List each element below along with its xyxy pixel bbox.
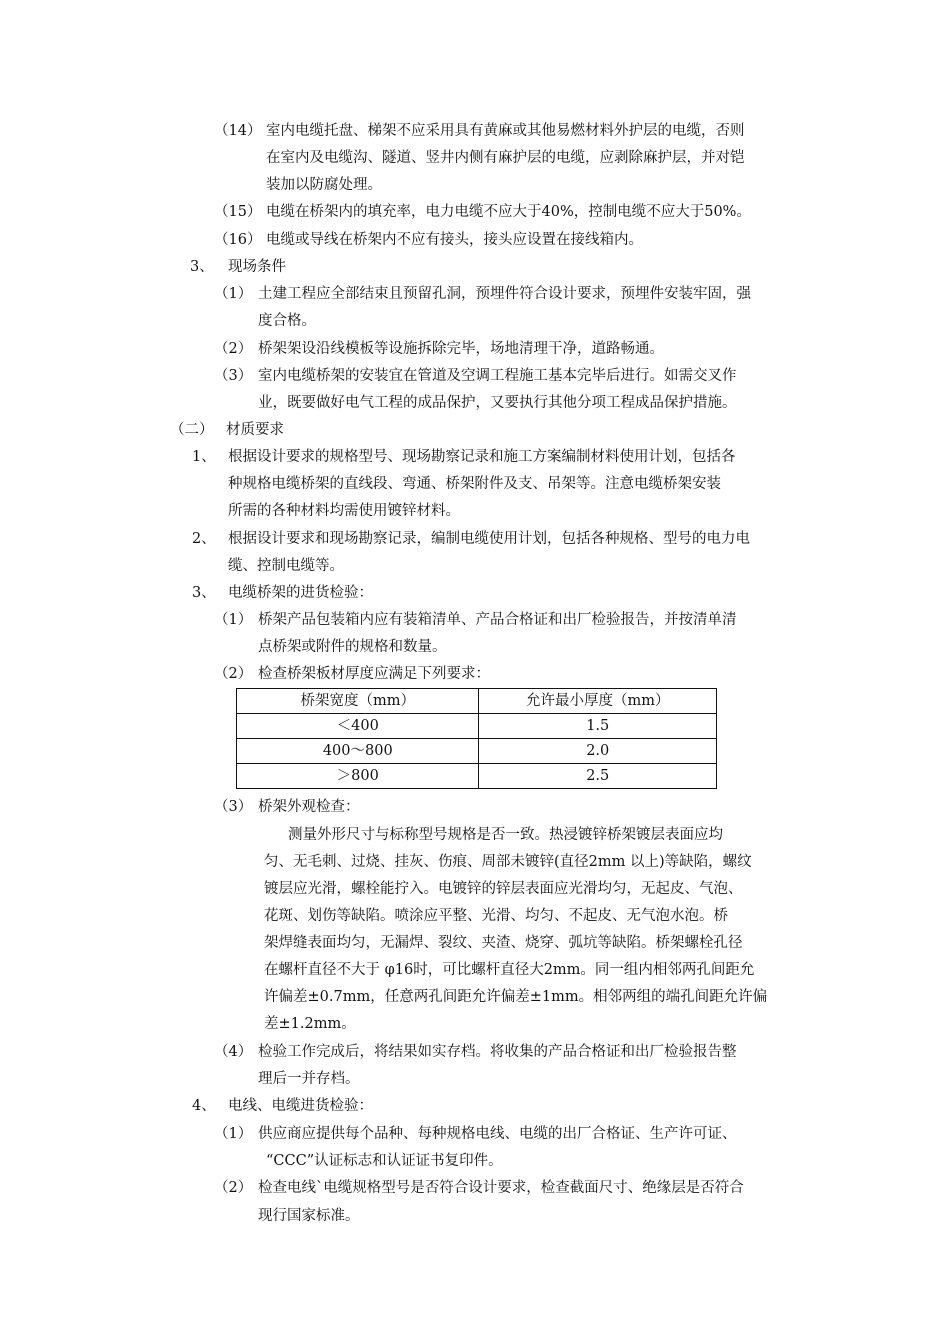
- paragraph-line: 根据设计要求和现场勘察记录，编制电缆使用计划，包括各种规格、型号的电力电: [228, 531, 750, 547]
- paragraph-line: 业，既要做好电气工程的成品保护，又要执行其他分项工程成品保护措施。: [258, 395, 737, 411]
- paragraph-line: 检查桥架板材厚度应满足下列要求：: [258, 666, 490, 682]
- paragraph-line: 度合格。: [258, 313, 316, 329]
- paragraph-line: 点桥架或附件的规格和数量。: [258, 639, 447, 655]
- paragraph-line: 电缆在桥架内的填充率，电力电缆不应大于40%，控制电缆不应大于50%。: [266, 204, 751, 220]
- table-row: [237, 764, 717, 789]
- paragraph-line: 缆、控制电缆等。: [228, 558, 344, 574]
- paragraph-line: 在螺杆直径不大于 φ16时，可比螺杆直径大2mm。同一组内相邻两孔间距允: [264, 962, 755, 978]
- table-cell: 2.0: [479, 739, 717, 764]
- paragraph-line: 在室内及电缆沟、隧道、竖井内侧有麻护层的电缆，应剥除麻护层，并对铠: [266, 150, 745, 166]
- table-header-row: [237, 689, 717, 714]
- paragraph-line: 桥架产品包装箱内应有装箱清单、产品合格证和出厂检验报告，并按清单清: [258, 612, 737, 628]
- item-number: （2）: [214, 666, 253, 682]
- column-header-width: 桥架宽度（mm）: [237, 689, 479, 714]
- table-row: [237, 714, 717, 739]
- section-heading: 现场条件: [228, 259, 286, 275]
- item-number: （3）: [214, 368, 253, 384]
- item-number: （4）: [214, 1044, 253, 1060]
- item-number: （16）: [214, 232, 262, 248]
- section-number: 3、: [192, 585, 216, 601]
- paragraph-line: 许偏差±0.7mm，任意两孔间距允许偏差±1mm。相邻两组的端孔间距允许偏: [264, 989, 768, 1005]
- paragraph-line: 镀层应光滑，螺栓能拧入。电镀锌的锌层表面应光滑均匀，无起皮、气泡、: [264, 881, 743, 897]
- paragraph-line: 花斑、划伤等缺陷。喷涂应平整、光滑、均匀、不起皮、无气泡水泡。桥: [264, 908, 728, 924]
- paragraph-line: 匀、无毛刺、过烧、挂灰、伤痕、周部未镀锌(直径2mm 以上)等缺陷，螺纹: [264, 854, 752, 870]
- paragraph-line: 室内电缆托盘、梯架不应采用具有黄麻或其他易燃材料外护层的电缆，否则: [266, 123, 745, 139]
- item-number: （1）: [214, 286, 253, 302]
- table-cell: 2.5: [479, 764, 717, 789]
- paragraph-line: 根据设计要求的规格型号、现场勘察记录和施工方案编制材料使用计划，包括各: [228, 449, 736, 465]
- paragraph-line: 理后一并存档。: [258, 1071, 360, 1087]
- table-cell: ＞800: [237, 764, 479, 789]
- paragraph-line: 现行国家标准。: [258, 1208, 360, 1224]
- paragraph-line: 种规格电缆桥架的直线段、弯通、桥架附件及支、吊架等。注意电缆桥架安装: [228, 476, 721, 492]
- paragraph-line: 电缆或导线在桥架内不应有接头，接头应设置在接线箱内。: [266, 232, 643, 248]
- section-number: 3、: [190, 259, 214, 275]
- table-row: [237, 739, 717, 764]
- paragraph-line: 桥架外观检查：: [258, 799, 360, 815]
- paragraph-line: “CCC”认证标志和认证证书复印件。: [266, 1153, 503, 1169]
- table-cell: 1.5: [479, 714, 717, 739]
- section-heading: 电缆桥架的进货检验：: [228, 585, 373, 601]
- section-heading: 电线、电缆进货检验：: [228, 1098, 373, 1114]
- item-number: （1）: [214, 1126, 253, 1142]
- paragraph-line: 差±1.2mm。: [264, 1016, 356, 1032]
- column-header-thickness: 允许最小厚度（mm）: [479, 689, 717, 714]
- item-number: （2）: [214, 1180, 253, 1196]
- paragraph-line: 室内电缆桥架的安装宜在管道及空调工程施工基本完毕后进行。如需交叉作: [258, 368, 737, 384]
- paragraph-line: 检验工作完成后，将结果如实存档。将收集的产品合格证和出厂检验报告整: [258, 1044, 737, 1060]
- item-number: （14）: [214, 123, 262, 139]
- paragraph-line: 所需的各种材料均需使用镀锌材料。: [228, 503, 460, 519]
- chapter-heading: 材质要求: [226, 422, 284, 438]
- thickness-table: [236, 688, 717, 789]
- section-number: 1、: [192, 449, 216, 465]
- paragraph-line: 测量外形尺寸与标称型号规格是否一致。热浸镀锌桥架镀层表面应均: [288, 827, 723, 843]
- section-number: 2、: [192, 531, 216, 547]
- paragraph-line: 供应商应提供每个品种、每种规格电线、电缆的出厂合格证、生产许可证、: [258, 1126, 737, 1142]
- item-number: （3）: [214, 799, 253, 815]
- chapter-number: （二）: [170, 422, 214, 438]
- item-number: （1）: [214, 612, 253, 628]
- paragraph-line: 土建工程应全部结束且预留孔洞，预埋件符合设计要求，预埋件安装牢固，强: [258, 286, 751, 302]
- table-cell: 400～800: [237, 739, 479, 764]
- item-number: （15）: [214, 204, 262, 220]
- paragraph-line: 桥架架设沿线模板等设施拆除完毕，场地清理干净，道路畅通。: [258, 341, 664, 357]
- paragraph-line: 架焊缝表面均匀，无漏焊、裂纹、夹渣、烧穿、弧坑等缺陷。桥架螺栓孔径: [264, 935, 743, 951]
- paragraph-line: 装加以防腐处理。: [266, 177, 382, 193]
- table-cell: ＜400: [237, 714, 479, 739]
- item-number: （2）: [214, 341, 253, 357]
- paragraph-line: 检查电线`电缆规格型号是否符合设计要求，检查截面尺寸、绝缘层是否符合: [258, 1180, 744, 1196]
- section-number: 4、: [192, 1098, 216, 1114]
